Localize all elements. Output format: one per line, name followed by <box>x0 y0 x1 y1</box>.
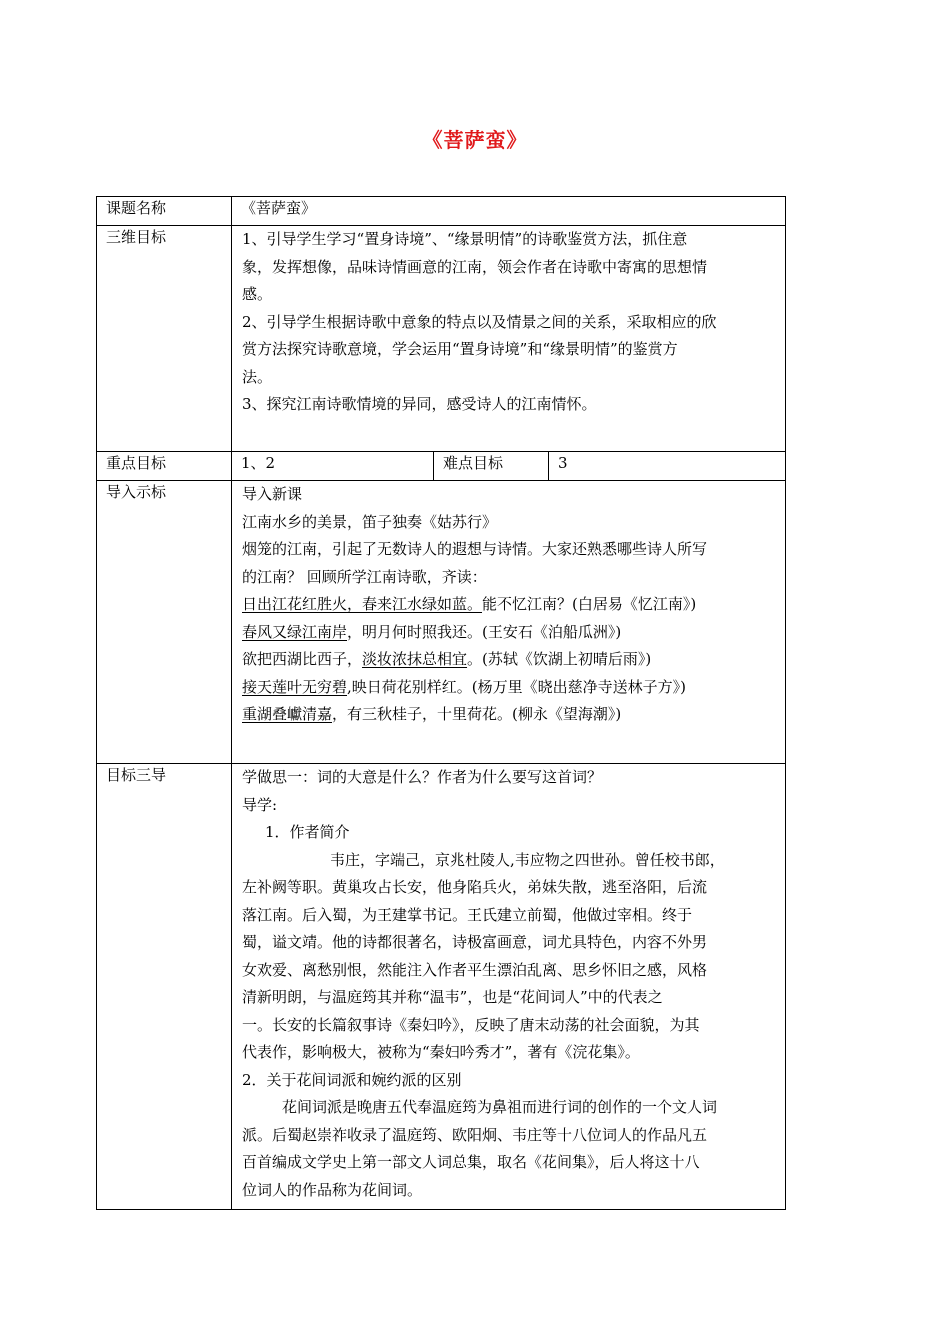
poem-line <box>242 674 773 702</box>
difficulty-label: 难点目标 <box>434 452 549 481</box>
guide-question: 学做思一：词的大意是什么？作者为什么要写这首词？ <box>242 768 603 786</box>
key-label: 重点目标 <box>97 452 232 481</box>
author-paragraph-line: 代表作，影响极大，被称为“秦妇吟秀才”，著有《浣花集》。 <box>242 1043 640 1061</box>
poem-text: ，明月何时照我还。(王安石《泊船瓜洲》) <box>347 622 622 641</box>
goals-line: 1、引导学生学习“置身诗境”、“缘景明情”的诗歌鉴赏方法，抓住意 <box>242 230 688 248</box>
author-paragraph-line: 落江南。后入蜀，为王建掌书记。王氏建立前蜀，他做过宰相。终于 <box>242 905 693 924</box>
goals-line: 法。 <box>242 367 273 386</box>
intro-content <box>232 481 786 764</box>
school-paragraph-line: 位词人的作品称为花间词。 <box>242 1180 423 1199</box>
poem-line <box>242 619 773 647</box>
goals-content <box>232 226 786 452</box>
goals-row <box>97 226 786 452</box>
school-paragraph-line: 派。后蜀赵崇祚收录了温庭筠、欧阳炯、韦庄等十八位词人的作品凡五 <box>242 1125 708 1144</box>
poem-underlined: 春风又绿江南岸 <box>242 622 348 641</box>
goals-line: 2、引导学生根据诗歌中意象的特点以及情景之间的关系，采取相应的欣 <box>242 312 717 331</box>
poem-underlined: 淡妆浓抹总相宜 <box>362 650 468 668</box>
school-paragraph-line: 百首编成文学史上第一部文人词总集，取名《花间集》，后人将这十八 <box>242 1153 700 1171</box>
document-title: 《菩萨蛮》 <box>422 128 528 152</box>
intro-line: 的江南？ 回顾所学江南诗歌，齐读： <box>242 567 487 586</box>
guide-row <box>97 764 786 1210</box>
poem-underlined: 重湖叠巘清嘉 <box>242 705 333 723</box>
guide-subheading: 导学: <box>242 795 278 814</box>
school-heading: 2．关于花间词派和婉约派的区别 <box>242 1070 462 1089</box>
author-paragraph-line: 清新明朗，与温庭筠其并称“温韦”，也是“花间词人”中的代表之 <box>242 988 663 1006</box>
author-intro-heading: 1．作者简介 <box>265 823 350 841</box>
poem-line <box>242 591 773 619</box>
author-paragraph-line: 一。长安的长篇叙事诗《秦妇吟》，反映了唐末动荡的社会面貌，为其 <box>242 1015 700 1034</box>
goals-line: 象，发挥想像，品味诗情画意的江南，领会作者在诗歌中寄寓的思想情 <box>242 257 708 276</box>
goals-line: 赏方法探究诗歌意境，学会运用“置身诗境”和“缘景明情”的鉴赏方 <box>242 340 678 358</box>
topic-label: 课题名称 <box>97 197 232 226</box>
intro-line: 烟笼的江南，引起了无数诗人的遐想与诗情。大家还熟悉哪些诗人所写 <box>242 540 708 558</box>
poem-underlined: 接天莲叶无穷碧 <box>242 677 348 696</box>
author-paragraph-line: 左补阙等职。黄巢攻占长安，他身陷兵火，弟妹失散，逃至洛阳，后流 <box>242 878 708 896</box>
intro-line: 导入新课 <box>242 485 303 503</box>
author-paragraph-line: 女欢爱、离愁别恨，然能注入作者平生漂泊乱离、思乡怀旧之感，风格 <box>242 960 708 979</box>
intro-row <box>97 481 786 764</box>
key-row <box>97 452 786 481</box>
author-paragraph-line: 蜀，谥文靖。他的诗都很著名，诗极富画意，词尤具特色，内容不外男 <box>242 933 708 951</box>
poem-text: ，有三秋桂子，十里荷花。(柳永《望海潮》) <box>332 705 622 723</box>
author-paragraph-line: 韦庄，字端己，京兆杜陵人,韦应物之四世孙。曾任校书郎， <box>330 850 725 869</box>
poem-text: 能不忆江南？(白居易《忆江南》) <box>482 595 697 613</box>
poem-underlined: 日出江花红胜火，春来江水绿如蓝。 <box>242 595 483 613</box>
guide-content <box>232 764 786 1210</box>
poem-text: ,映日荷花别样红。(杨万里《晓出慈净寺送林子方》) <box>347 677 686 696</box>
topic-value: 《菩萨蛮》 <box>232 197 786 226</box>
goals-label: 三维目标 <box>97 226 232 452</box>
lesson-plan-table <box>96 196 786 1210</box>
intro-line: 江南水乡的美景，笛子独奏《姑苏行》 <box>242 512 498 531</box>
poem-text: 。(苏轼《饮湖上初晴后雨》) <box>467 650 652 668</box>
guide-label: 目标三导 <box>97 764 232 1210</box>
goals-line: 3、探究江南诗歌情境的异同，感受诗人的江南情怀。 <box>242 395 597 413</box>
topic-row <box>97 197 786 226</box>
poem-line <box>242 701 773 729</box>
intro-label: 导入示标 <box>97 481 232 764</box>
goals-line: 感。 <box>242 285 273 303</box>
poem-text: 欲把西湖比西子， <box>242 650 363 668</box>
key-value: 1、2 <box>232 452 434 481</box>
school-paragraph-line: 花间词派是晚唐五代奉温庭筠为鼻祖而进行词的创作的一个文人词 <box>282 1098 718 1116</box>
difficulty-value: 3 <box>549 452 786 481</box>
poem-line <box>242 646 773 674</box>
